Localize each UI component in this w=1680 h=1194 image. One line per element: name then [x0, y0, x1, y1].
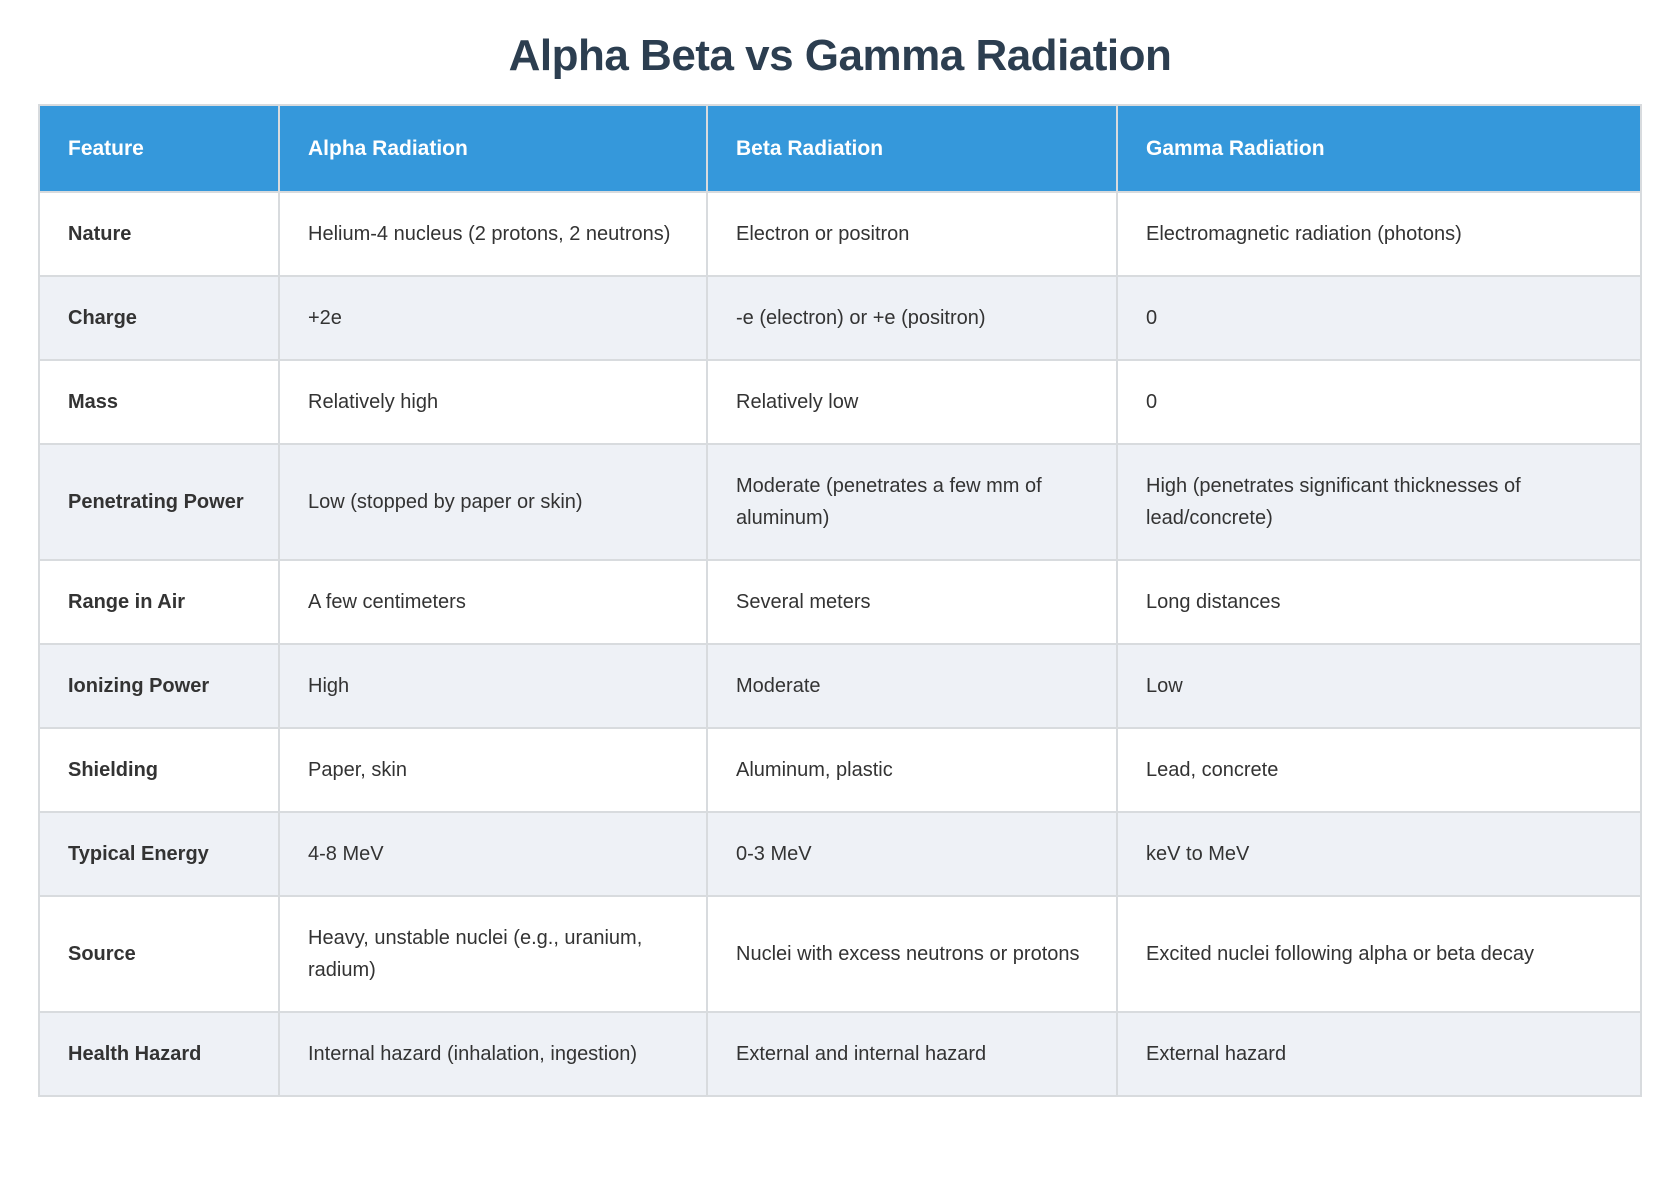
gamma-cell: 0 — [1117, 360, 1641, 444]
beta-cell: Aluminum, plastic — [707, 728, 1117, 812]
alpha-cell: Internal hazard (inhalation, ingestion) — [279, 1012, 707, 1096]
alpha-cell: Relatively high — [279, 360, 707, 444]
alpha-cell: High — [279, 644, 707, 728]
gamma-cell: keV to MeV — [1117, 812, 1641, 896]
gamma-cell: Lead, concrete — [1117, 728, 1641, 812]
table-row-range-in-air — [39, 560, 1641, 644]
beta-cell: -e (electron) or +e (positron) — [707, 276, 1117, 360]
table-row-penetrating-power — [39, 444, 1641, 560]
gamma-cell: Electromagnetic radiation (photons) — [1117, 192, 1641, 276]
table-header-row — [39, 105, 1641, 192]
gamma-cell: 0 — [1117, 276, 1641, 360]
table-row-mass — [39, 360, 1641, 444]
table-row-ionizing-power — [39, 644, 1641, 728]
column-header-gamma: Gamma Radiation — [1117, 105, 1641, 192]
beta-cell: Moderate — [707, 644, 1117, 728]
gamma-cell: External hazard — [1117, 1012, 1641, 1096]
table-row-source — [39, 896, 1641, 1012]
gamma-cell: Long distances — [1117, 560, 1641, 644]
column-header-feature: Feature — [39, 105, 279, 192]
alpha-cell: +2e — [279, 276, 707, 360]
gamma-cell: Excited nuclei following alpha or beta decay — [1117, 896, 1641, 1012]
beta-cell: Relatively low — [707, 360, 1117, 444]
column-header-beta: Beta Radiation — [707, 105, 1117, 192]
feature-cell: Health Hazard — [39, 1012, 279, 1096]
alpha-cell: 4-8 MeV — [279, 812, 707, 896]
table-row-nature — [39, 192, 1641, 276]
feature-cell: Source — [39, 896, 279, 1012]
alpha-cell: Heavy, unstable nuclei (e.g., uranium, radium) — [279, 896, 707, 1012]
comparison-table — [38, 104, 1642, 1097]
alpha-cell: A few centimeters — [279, 560, 707, 644]
feature-cell: Ionizing Power — [39, 644, 279, 728]
feature-cell: Mass — [39, 360, 279, 444]
beta-cell: External and internal hazard — [707, 1012, 1117, 1096]
feature-cell: Typical Energy — [39, 812, 279, 896]
feature-cell: Penetrating Power — [39, 444, 279, 560]
gamma-cell: High (penetrates significant thicknesses of lead/concrete) — [1117, 444, 1641, 560]
table-row-shielding — [39, 728, 1641, 812]
beta-cell: Nuclei with excess neutrons or protons — [707, 896, 1117, 1012]
table-row-typical-energy — [39, 812, 1641, 896]
beta-cell: 0-3 MeV — [707, 812, 1117, 896]
feature-cell: Nature — [39, 192, 279, 276]
table-row-charge — [39, 276, 1641, 360]
alpha-cell: Paper, skin — [279, 728, 707, 812]
alpha-cell: Low (stopped by paper or skin) — [279, 444, 707, 560]
alpha-cell: Helium-4 nucleus (2 protons, 2 neutrons) — [279, 192, 707, 276]
beta-cell: Moderate (penetrates a few mm of aluminum) — [707, 444, 1117, 560]
feature-cell: Range in Air — [39, 560, 279, 644]
page-title: Alpha Beta vs Gamma Radiation — [508, 31, 1172, 80]
feature-cell: Shielding — [39, 728, 279, 812]
beta-cell: Several meters — [707, 560, 1117, 644]
feature-cell: Charge — [39, 276, 279, 360]
column-header-alpha: Alpha Radiation — [279, 105, 707, 192]
table-row-health-hazard — [39, 1012, 1641, 1096]
gamma-cell: Low — [1117, 644, 1641, 728]
beta-cell: Electron or positron — [707, 192, 1117, 276]
